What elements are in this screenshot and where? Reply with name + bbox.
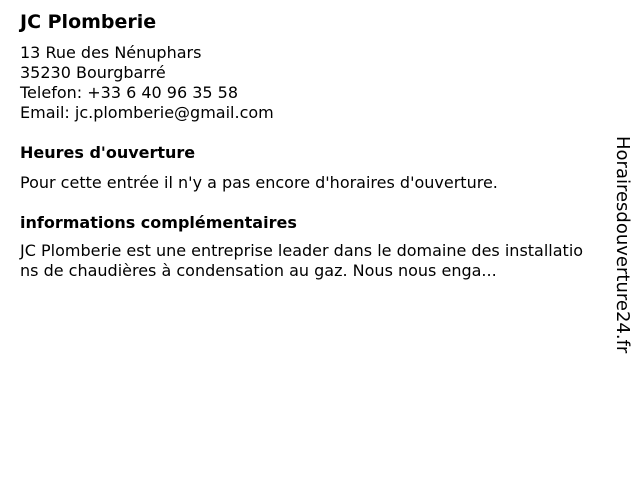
opening-hours-heading: Heures d'ouverture [20, 143, 196, 162]
address-block [20, 43, 590, 123]
additional-info-heading: informations complémentaires [20, 213, 297, 232]
email-link[interactable]: Email: jc.plomberie@gmail.com [20, 103, 274, 122]
listing-content [20, 9, 590, 281]
opening-hours-text: Pour cette entrée il n'y a pas encore d'horaires d'ouverture. [20, 173, 498, 192]
phone-link[interactable]: Telefon: +33 6 40 96 35 58 [20, 83, 239, 102]
street-address: 13 Rue des Nénuphars [20, 43, 202, 62]
postal-city: 35230 Bourgbarré [20, 63, 166, 82]
email-line[interactable] [20, 103, 590, 123]
site-brand-watermark: Horairesdouverture24.fr [612, 136, 633, 354]
additional-info-text: JC Plomberie est une entreprise leader dans le domaine des installations de chaudières à condensation au gaz. Nous nous enga... [20, 241, 584, 280]
business-name: JC Plomberie [20, 11, 157, 33]
phone-line[interactable] [20, 83, 590, 103]
